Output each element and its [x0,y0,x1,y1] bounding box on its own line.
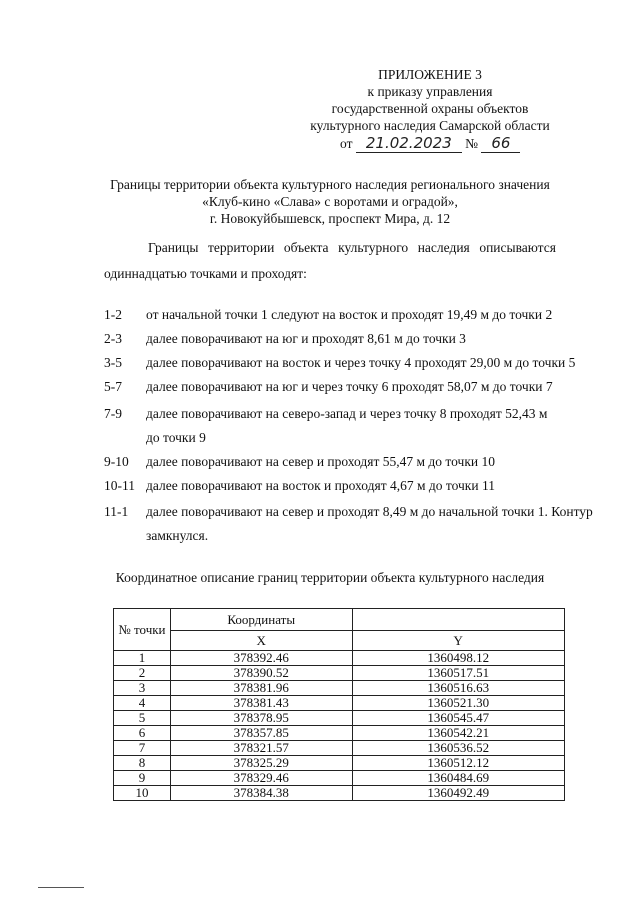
route-code: 5-7 [104,379,122,394]
cell-x: 378384.38 [170,786,352,801]
table-row [114,711,565,726]
route-text: далее поворачивают на север и проходят 8,49 м до начальной точки 1. Контур [146,504,593,519]
table-row [114,681,565,696]
order-date: 21.02.2023 [356,134,462,153]
route-text: далее поворачивают на юг и проходят 8,61 м до точки 3 [146,331,466,346]
header-y: Y [352,631,565,651]
annex-title: ПРИЛОЖЕНИЕ 3 [378,67,482,82]
header-point-number: № точки [114,609,171,651]
header-coordinates: Координаты [170,609,352,631]
route-code: 10-11 [104,478,135,493]
route-code: 2-3 [104,331,122,346]
cell-y: 1360542.21 [352,726,565,741]
cell-x: 378381.43 [170,696,352,711]
footnote-divider [38,887,84,888]
cell-y: 1360516.63 [352,681,565,696]
route-text: далее поворачивают на северо-запад и через точку 8 проходят 52,43 м [146,406,548,421]
order-date-line [340,134,520,152]
cell-x: 378392.46 [170,651,352,666]
cell-point: 6 [114,726,171,741]
coordinates-table [113,608,565,801]
cell-x: 378325.29 [170,756,352,771]
route-code: 3-5 [104,355,122,370]
table-row [114,726,565,741]
table-row [114,696,565,711]
annex-line-region: культурного наследия Самарской области [310,118,550,133]
route-text: далее поворачивают на восток и проходят 4,67 м до точки 11 [146,478,495,493]
table-row [114,651,565,666]
cell-point: 2 [114,666,171,681]
order-number-sign: № [465,136,479,151]
cell-point: 5 [114,711,171,726]
order-from: от [340,136,353,151]
document-title [60,176,600,227]
header-coordinates-cont [352,609,565,631]
title-line-2: «Клуб-кино «Слава» с воротами и оградой», [202,194,458,209]
route-text-cont: замкнулся. [146,528,209,543]
cell-x: 378390.52 [170,666,352,681]
table-row [114,756,565,771]
cell-y: 1360517.51 [352,666,565,681]
route-text: далее поворачивают на юг и через точку 6 проходят 58,07 м до точки 7 [146,379,553,394]
coordinates-heading: Координатное описание границ территории объекта культурного наследия [115,570,545,585]
intro-paragraph-line-1 [104,240,556,256]
order-number: 66 [481,134,520,153]
intro-word: Границы [148,240,199,255]
annex-line-order: к приказу управления [367,84,493,99]
cell-point: 9 [114,771,171,786]
title-line-1: Границы территории объекта культурного наследия регионального значения [110,177,550,192]
route-text-cont: до точки 9 [146,430,206,445]
cell-point: 4 [114,696,171,711]
cell-point: 7 [114,741,171,756]
route-code: 11-1 [104,504,129,519]
cell-point: 3 [114,681,171,696]
title-line-3: г. Новокуйбышевск, проспект Мира, д. 12 [209,211,451,226]
cell-y: 1360498.12 [352,651,565,666]
cell-x: 378357.85 [170,726,352,741]
cell-point: 10 [114,786,171,801]
route-text: от начальной точки 1 следуют на восток и проходят 19,49 м до точки 2 [146,307,553,322]
intro-word: культурного [338,240,409,255]
table-row [114,771,565,786]
intro-paragraph-line-2: одиннадцатью точками и проходят: [104,266,307,281]
cell-x: 378321.57 [170,741,352,756]
cell-y: 1360521.30 [352,696,565,711]
cell-y: 1360492.49 [352,786,565,801]
cell-x: 378378.95 [170,711,352,726]
annex-header [290,66,570,134]
intro-word: описываются [479,240,556,255]
cell-y: 1360512.12 [352,756,565,771]
table-row [114,666,565,681]
cell-point: 1 [114,651,171,666]
table-row [114,741,565,756]
route-code: 1-2 [104,307,122,322]
table-row [114,786,565,801]
route-code: 7-9 [104,406,122,421]
header-x: X [170,631,352,651]
route-code: 9-10 [104,454,129,469]
cell-y: 1360536.52 [352,741,565,756]
intro-word: наследия [417,240,470,255]
intro-word: территории [208,240,275,255]
route-text: далее поворачивают на восток и через точку 4 проходят 29,00 м до точки 5 [146,355,576,370]
cell-y: 1360484.69 [352,771,565,786]
cell-point: 8 [114,756,171,771]
cell-x: 378329.46 [170,771,352,786]
cell-y: 1360545.47 [352,711,565,726]
cell-x: 378381.96 [170,681,352,696]
annex-line-authority: государственной охраны объектов [331,101,529,116]
route-text: далее поворачивают на север и проходят 55,47 м до точки 10 [146,454,495,469]
intro-word: объекта [283,240,329,255]
